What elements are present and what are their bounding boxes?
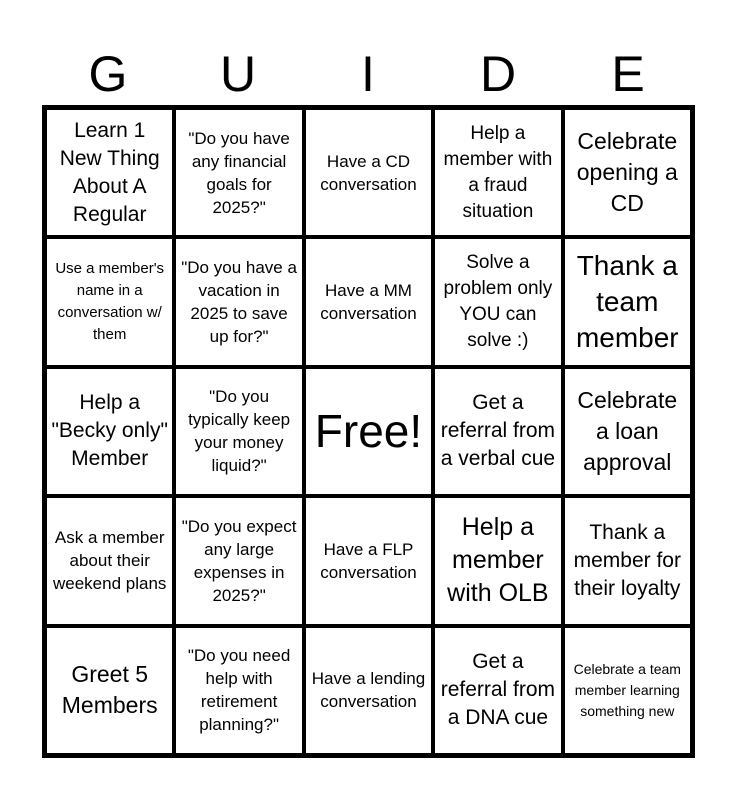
bingo-header <box>43 44 693 104</box>
bingo-cell[interactable] <box>304 626 433 755</box>
cell-text: "Do you expect any large expenses in 2025?" <box>181 516 297 605</box>
cell-text: Celebrate a team member learning something new <box>573 660 681 719</box>
bingo-cell[interactable] <box>174 108 303 237</box>
bingo-cell[interactable] <box>45 367 174 496</box>
bingo-cell[interactable] <box>304 108 433 237</box>
bingo-cell[interactable] <box>433 108 562 237</box>
bingo-cell[interactable] <box>433 626 562 755</box>
cell-text: Have a lending conversation <box>311 669 426 712</box>
bingo-cell[interactable] <box>433 367 562 496</box>
cell-text: Help a member with a fraud situation <box>443 122 553 222</box>
bingo-cell[interactable] <box>45 626 174 755</box>
header-letter-d: D <box>479 46 517 102</box>
cell-text: Have a FLP conversation <box>320 539 417 582</box>
bingo-cell[interactable] <box>45 108 174 237</box>
bingo-cell[interactable] <box>174 626 303 755</box>
cell-text: "Do you typically keep your money liquid?" <box>188 387 291 476</box>
header-letter-g: G <box>88 46 128 102</box>
bingo-cell[interactable] <box>304 496 433 625</box>
bingo-cell[interactable] <box>563 367 692 496</box>
cell-text: "Do you need help with retirement planning?" <box>187 646 291 735</box>
bingo-cell[interactable] <box>563 496 692 625</box>
bingo-cell[interactable] <box>563 626 692 755</box>
bingo-cell[interactable] <box>563 108 692 237</box>
cell-text: Ask a member about their weekend plans <box>52 528 167 594</box>
cell-text: Learn 1 New Thing About A Regular <box>59 118 160 226</box>
header-letter-e: E <box>611 46 645 102</box>
bingo-cell[interactable] <box>563 237 692 366</box>
bingo-cell[interactable] <box>304 237 433 366</box>
bingo-board <box>42 105 695 758</box>
cell-text: Have a MM conversation <box>320 281 417 324</box>
cell-text: "Do you have any financial goals for 2025?" <box>188 128 290 217</box>
header-letter-u: U <box>219 46 257 102</box>
cell-text: "Do you have a vacation in 2025 to save up for?" <box>181 258 297 347</box>
bingo-cell[interactable] <box>174 367 303 496</box>
cell-text: Have a CD conversation <box>320 151 417 194</box>
cell-text: Solve a problem only YOU can solve :) <box>443 252 553 352</box>
cell-text: Free! <box>314 405 423 458</box>
cell-text: Celebrate opening a CD <box>576 128 678 217</box>
bingo-cell[interactable] <box>174 237 303 366</box>
cell-text: Help a "Becky only" Member <box>51 391 168 471</box>
cell-text: Help a member with OLB <box>447 513 549 608</box>
free-space[interactable] <box>304 367 433 496</box>
bingo-cell[interactable] <box>174 496 303 625</box>
header-letter-i: I <box>361 46 375 102</box>
cell-text: Celebrate a loan approval <box>577 386 678 475</box>
cell-text: Thank a member for their loyalty <box>573 520 681 600</box>
cell-text: Use a member's name in a conversation w/ them <box>55 260 165 344</box>
cell-text: Greet 5 Members <box>61 661 158 719</box>
cell-text: Get a referral from a DNA cue <box>440 650 556 730</box>
cell-text: Thank a team member <box>575 250 679 354</box>
cell-text: Get a referral from a verbal cue <box>440 391 556 471</box>
bingo-cell[interactable] <box>45 237 174 366</box>
bingo-cell[interactable] <box>433 496 562 625</box>
bingo-cell[interactable] <box>45 496 174 625</box>
bingo-cell[interactable] <box>433 237 562 366</box>
